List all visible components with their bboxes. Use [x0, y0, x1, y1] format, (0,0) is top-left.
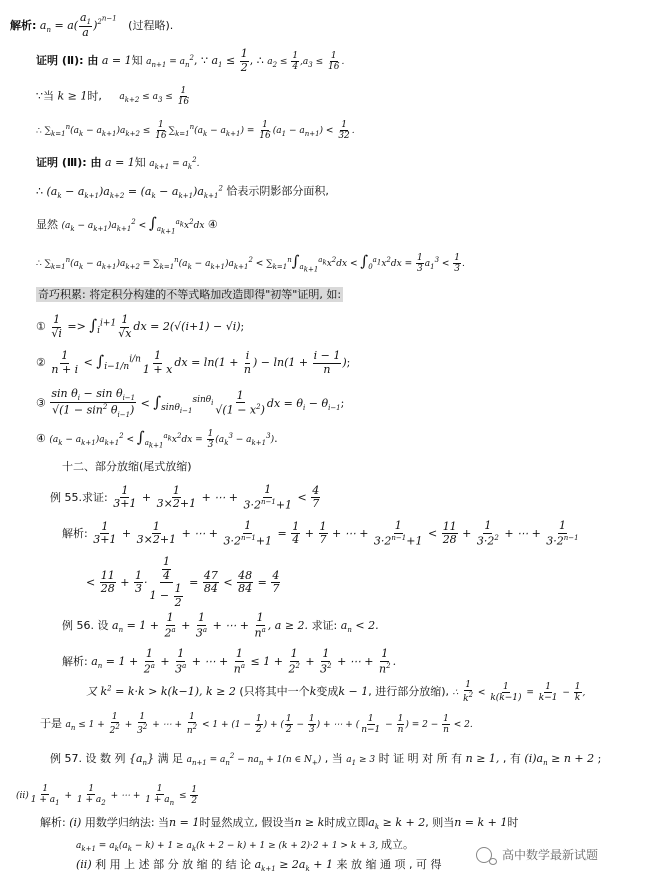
line-20: 又 $k^2 = k\cdot k > k(k-1)$, k ≥ 2 (只将其中一个k变成k − 1, 进行部分放缩), ∴ $\frac{1}{k^2}$ < $\frac{1}{k(k-1)}$ = $\frac{1}{k-1}$ − $\frac{1}{k}$ , — [86, 680, 586, 705]
proof-2-label: 证明 (Ⅱ): 由 — [36, 54, 99, 68]
line-12: ③ $\frac{\sin \theta_i - \sin \theta_{i-1}}{√(1 - \sin^2 \theta_{i-1})}$ < $\int_{sin\theta_{i-1}}^{sin\theta_i}$ $\frac{1}{√(1 - x^2)}$ dx = $\theta_i - \theta_{i-1}$; — [36, 387, 345, 420]
analysis-label: 解析: — [10, 18, 37, 32]
line-19 — [62, 648, 396, 676]
prove-text: 求证: — [311, 618, 338, 632]
line-5 — [36, 156, 199, 171]
formula-area: $(a_k - a_{k+1})a_{k+2} = (a_k - a_{k+1})a_{k+1}^2$ — [46, 184, 223, 200]
line-2: 证明 (Ⅱ): 由 a = 1知 $a_{n+1} = a_n^2$, ∵ $a_1$ ≤ $\frac{1}{2}$ , ∴ $a_2$ ≤ $\frac{1}{4}$ $,a_3$ ≤ $\frac{1}{16}$ . — [36, 47, 345, 74]
ex57-ii-text: 利 用 上 述 部 分 放 缩 的 结 论 — [95, 858, 252, 871]
ex57-text-4: 时 证 明 对 所 有 — [378, 752, 463, 765]
shi-text: 时, — [87, 89, 102, 103]
analysis-55-label: 解析: — [62, 526, 88, 540]
line-17 — [86, 556, 281, 610]
section-heading: 十二、部分放缩(尾式放缩) — [62, 460, 192, 473]
line-14 — [62, 460, 192, 473]
line-15 — [50, 484, 321, 512]
line-26: (ii) 利 用 上 述 部 分 放 缩 的 结 论 $a_{k+1} \ge 2a_k + 1$ 来 放 缩 通 项 , 可 得 — [76, 858, 442, 874]
line-22: 例 57. 设 数 列 $\{a_n\}$ 满 足 $a_{n+1} = a_n^2 - na_n + 1(n$ ∈ $N_+$) , 当 $a_1 \ge 3$ 时 证 明 对 所 有 n ≥ 1, , 有 $(i)a_n \ge n + 2$ ; — [50, 752, 602, 768]
when-text: ∵当 — [36, 89, 54, 103]
line-6: ∴ $(a_k - a_{k+1})a_{k+2} = (a_k - a_{k+1})a_{k+1}^2$ 恰表示阴影部分面积, — [36, 184, 329, 200]
line-18 — [62, 612, 379, 640]
proof-3-label: 证明 (Ⅲ): 由 — [36, 156, 102, 169]
line-7: 显然 $(a_k - a_{k+1})a_{k+1}^2 < \int_{a_{k+1}}^{a_k}x^2dx$ ④ — [36, 214, 218, 236]
line-4: ∴ $\sum_{k=1}^n(a_k - a_{k+1})a_{k+2}$ ≤ $\frac{1}{16}$ $\sum_{k=1}^n(a_k - a_{k+1})$ = $\frac{1}{16}$ $(a_1 - a_{n+1})$ < $\frac{1}{32}$ . — [36, 120, 355, 142]
formula-a1: $a_1$ ≤ $\frac{1}{2}$ — [211, 47, 248, 74]
formula-an: $a_n = a$( $\frac{a_1}{a}$ )$^{2^{n-1}}$ — [39, 11, 117, 40]
formula-ex56-final: $a_n \le 1$ + $\frac{1}{2^2}$ + $\frac{1}{3^2}$ + ⋯ + $\frac{1}{n^2}$ < 1 + (1 − $\frac{1}{2}$ ) + ( $\frac{1}{2}$ − $\frac{1}{3}$ ) + ⋯ + ( $\frac{1}{n-1}$ − $\frac{1}{n}$ ) = 2 − $\frac{1}{n}$ < 2. — [65, 712, 473, 737]
therefore-label: 于是 — [40, 716, 62, 730]
analysis-57-label: 解析: — [40, 816, 66, 829]
line-25 — [76, 838, 414, 853]
wechat-icon — [476, 847, 492, 863]
formula-ex56: $a_n = 1$ + $\frac{1}{2^a}$ + $\frac{1}{3^a}$ + ⋯ + $\frac{1}{n^a}$ , a ≥ 2. — [112, 611, 309, 640]
ex57-sol-2: 时显然成立, 假设当 — [199, 816, 295, 829]
line-9 — [36, 288, 343, 301]
formula-ex57-ii: (ii) $\frac{1}{1 + a_1}$ + $\frac{1}{1 + a_2}$ + ⋯ + $\frac{1}{1 + a_n}$ ≤ $\frac{1}{2}$ — [16, 784, 198, 808]
formula-ex55: $\frac{1}{3+1}$ + $\frac{1}{3\times 2+1}$ + ⋯ + $\frac{1}{3\cdot 2^{n-1}+1}$ < $\frac{4}{7}$ — [113, 483, 320, 512]
formula-ex57-induct: $a_{k+1} = a_k(a_k - k) + 1 \ge a_k(k + 2 - k) + 1 \ge (k + 2)\cdot 2 + 1 > k + 3$, — [76, 841, 379, 853]
analysis-56-label: 解析: — [62, 654, 88, 668]
watermark-text: 高中数学最新试题 — [502, 848, 599, 862]
formula-sum-integral: $\sum_{k=1}^n(a_k - a_{k+1})a_{k+2} = \sum_{k=1}^n(a_k - a_{k+1})a_{k+1}^2 < \sum_{k=1}^n\int_{a_{k+1}}^{a_k}x^2dx < \int_0^{a_1}x^2dx$ = $\frac{1}{3}$ $a_1^3$ < $\frac{1}{3}$ . — [44, 252, 465, 274]
formula-recur-3: $a_{k+1} = a_k^2$. — [149, 156, 200, 171]
line-3 — [36, 86, 191, 108]
example-55-label: 例 55.求证: — [50, 490, 108, 504]
k-cond: k ≥ 1 — [57, 89, 88, 103]
formula-sum-1: $\sum_{k=1}^n(a_k - a_{k+1})a_{k+2}$ ≤ $\frac{1}{16}$ $\sum_{k=1}^n(a_k - a_{k+1})$ = $\frac{1}{16}$ $(a_1 - a_{n+1})$ < $\frac{1}{32}$ . — [44, 120, 355, 142]
note-text: (过程略). — [128, 18, 174, 32]
formula-ex56-sol: $a_n = 1$ + $\frac{1}{2^a}$ + $\frac{1}{3^a}$ + ⋯ + $\frac{1}{n^a}$ ≤ 1 + $\frac{1}{2^2}$ + $\frac{1}{3^2}$ + ⋯ + $\frac{1}{n^2}$ . — [91, 647, 397, 676]
formula-ex55-sol2: < $\frac{11}{28}$ + $\frac{1}{3}$ · $\frac{1}{4}$ 1 − $\frac{1}{2}$ = $\frac{47}{84}$ < $\frac{48}{84}$ = $\frac{4}{7}$ — [86, 555, 280, 609]
ex57-sol-5: 时 — [507, 816, 519, 829]
zhi-text: 知 — [131, 54, 143, 68]
ex57-ii-text-2: 来 放 缩 通 项 , 可 得 — [336, 858, 442, 871]
line-21 — [40, 712, 473, 737]
line-16 — [62, 520, 581, 548]
area-text: 恰表示阴影部分面积, — [226, 184, 329, 198]
formula-ak2: $a_{k+2} \le a_3$ ≤ $\frac{1}{16}$ — [119, 86, 190, 108]
formula-c4: $(a_k - a_{k+1})a_{k+1}^2 < \int_{a_{k+1}}^{a_k}x^2dx$ = $\frac{1}{3}$ $(a_k^3 - a_{k+1}^3)$ — [49, 428, 275, 450]
cond-a: a = 1 — [101, 54, 132, 68]
ex57-text-1: 例 57. 设 数 列 — [50, 752, 126, 765]
formula-recur: $a_{n+1} = a_n^2$ — [146, 54, 194, 69]
formula-c2: $\frac{1}{n + i}$ < $\int_{i-1/n}^{i/n}$ $\frac{1}{1 + x}$ dx = ln(1 + $\frac{i}{n}$ ) − ln(1 + $\frac{i - 1}{n}$ ) — [51, 349, 347, 376]
tip-highlight: 奇巧积累: 将定积分构建的不等式略加改造即得"初等"证明, 如: — [38, 288, 342, 301]
note-1: (只将其中一个 — [239, 684, 310, 698]
line-11: ② $\frac{1}{n + i}$ < $\int_{i-1/n}^{i/n}$ $\frac{1}{1 + x}$ dx = ln(1 + $\frac{i}{n}$ ) − ln(1 + $\frac{i - 1}{n}$ ); — [36, 349, 351, 376]
note-2: 变成 — [316, 684, 339, 698]
ex57-text-2: 满 足 — [157, 752, 184, 765]
formula-k2: 又 $k^2 = k\cdot k > k(k-1)$, k ≥ 2 — [86, 684, 236, 698]
obvious-label: 显然 — [36, 218, 58, 231]
line-8: ∴ $\sum_{k=1}^n(a_k - a_{k+1})a_{k+2} = \sum_{k=1}^n(a_k - a_{k+1})a_{k+1}^2 < \sum_{k=1}^n\int_{a_{k+1}}^{a_k}x^2dx < \int_0^{a_1}x^2dx$ = $\frac{1}{3}$ $a_1^3$ < $\frac{1}{3}$ . — [36, 252, 465, 274]
ex57-sol-4: , 则当 — [425, 816, 455, 829]
formula-ex57-recur: $a_{n+1} = a_n^2 - na_n + 1(n$ ∈ $N_+$) — [186, 752, 322, 767]
ex57-sol-3: 时成立即 — [324, 816, 369, 829]
formula-ex56-goal: $a_n < 2$. — [340, 618, 379, 635]
line-1 — [10, 12, 173, 40]
formula-integral-ineq: $(a_k - a_{k+1})a_{k+1}^2 < \int_{a_{k+1}}^{a_k}x^2dx$ — [61, 214, 205, 236]
line-10: ① $\frac{1}{√i}$ => $\int_i^{i+1}$ $\frac{1}{√x}$ dx = 2(√(i+1) − √i); — [36, 313, 245, 340]
ex57-text-5: , 有 — [502, 752, 521, 765]
line-24: 解析: (i) 用数学归纳法: 当n = 1时显然成立, 假设当n ≥ k时成立即$a_k \ge k + 2$, 则当n = k + 1时 — [40, 816, 519, 832]
cond-a-3: a = 1 — [105, 156, 135, 169]
line-23 — [16, 784, 199, 807]
formula-c3: $\frac{\sin \theta_i - \sin \theta_{i-1}}{√(1 - \sin^2 \theta_{i-1})}$ < $\int_{sin\theta_{i-1}}^{sin\theta_i}$ $\frac{1}{√(1 - x^2)}$ dx = $\theta_i - \theta_{i-1}$ — [51, 387, 341, 420]
note-3: , 进行部分放缩), — [368, 684, 450, 698]
zhi-text-3: 知 — [134, 156, 146, 169]
formula-ex55-sol1: $\frac{1}{3+1}$ + $\frac{1}{3\times 2+1}$ + ⋯ + $\frac{1}{3\cdot 2^{n-1}+1}$ = $\frac{1}{4}$ + $\frac{1}{7}$ + ⋯ + $\frac{1}{3\cdot 2^{n-1}+1}$ < $\frac{11}{28}$ + $\frac{1}{3\cdot 2^2}$ + ⋯ + $\frac{1}{3\cdot 2^{n-1}}$ — [93, 519, 579, 548]
formula-partial: ∴ $\frac{1}{k^2}$ < $\frac{1}{k(k-1)}$ = $\frac{1}{k-1}$ − $\frac{1}{k}$ , — [452, 680, 586, 705]
formula-c1: $\frac{1}{√i}$ => $\int_i^{i+1}$ $\frac{1}{√x}$ dx = 2(√(i+1) − √i) — [51, 313, 241, 340]
ex57-established: 成立。 — [381, 838, 414, 851]
example-56-label: 例 56. 设 — [62, 618, 109, 632]
ex57-sol-1: 用数学归纳法: 当 — [84, 816, 170, 829]
formula-a2a3: $a_2$ ≤ $\frac{1}{4}$ $,a_3$ ≤ $\frac{1}{16}$ . — [267, 50, 345, 73]
line-13: ④ $(a_k - a_{k+1})a_{k+1}^2 < \int_{a_{k+1}}^{a_k}x^2dx$ = $\frac{1}{3}$ $(a_k^3 - a_{k+1}^3)$. — [36, 428, 278, 450]
ex57-text-3: , 当 — [324, 752, 343, 765]
watermark — [476, 846, 598, 863]
